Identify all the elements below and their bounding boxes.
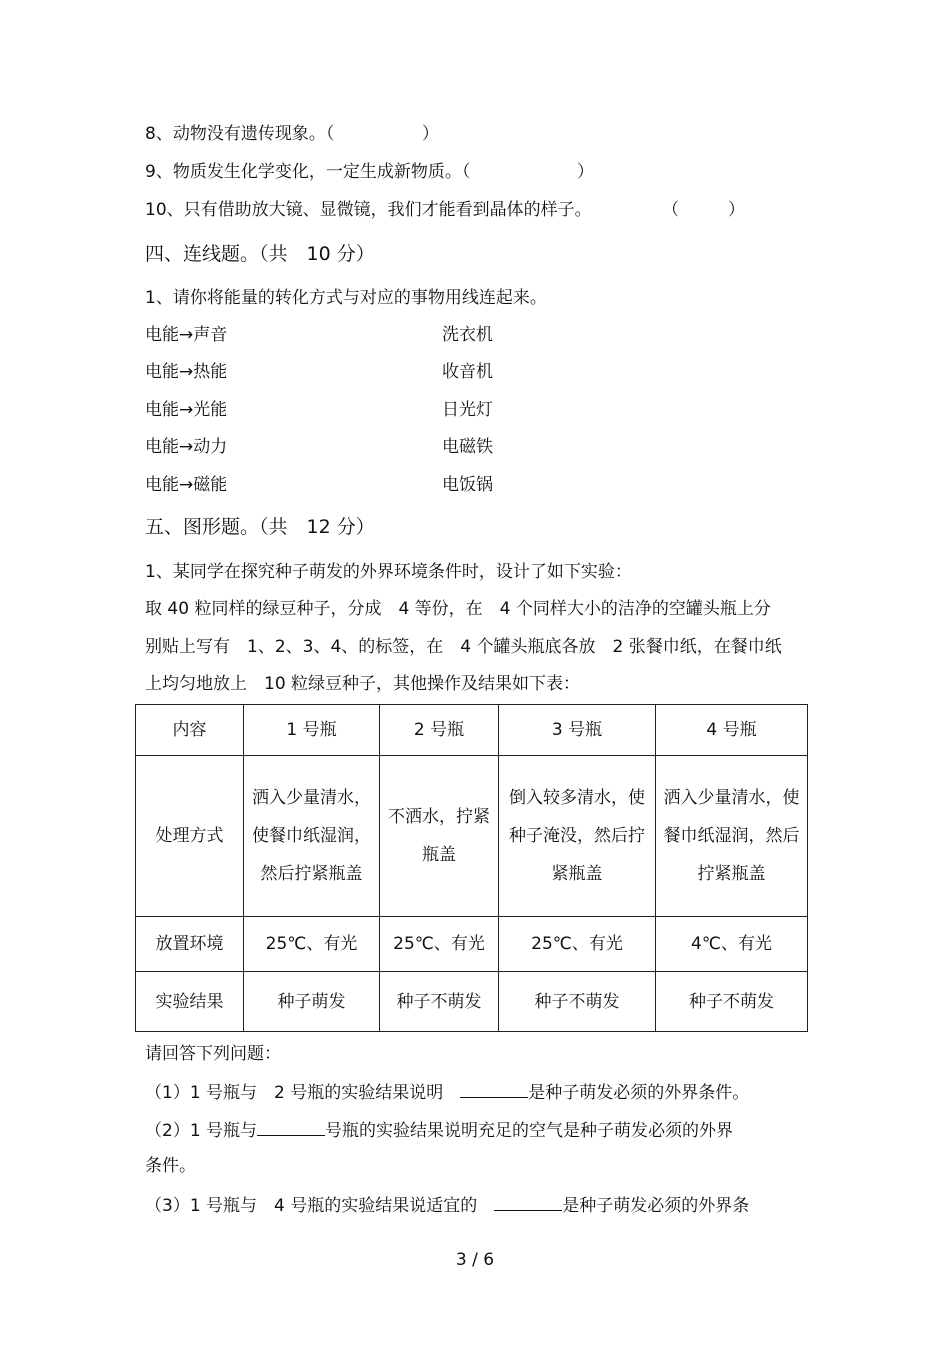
match-left-2: 电能→热能	[145, 362, 228, 382]
question-2-continued: 条件。	[145, 1156, 196, 1176]
table-header-cell: 4 号瓶	[656, 705, 808, 756]
match-right-2: 收音机	[442, 362, 493, 382]
section-4-question-1: 1、请你将能量的转化方式与对应的事物用线连起来。	[145, 288, 547, 308]
table-cell: 处理方式	[136, 756, 244, 917]
match-left-4: 电能→动力	[145, 437, 228, 457]
question-1: （1）1 号瓶与 2 号瓶的实验结果说明 是种子萌发必须的外界条件。	[145, 1083, 750, 1103]
table-cell: 放置环境	[136, 917, 244, 972]
match-left-1: 电能→声音	[145, 325, 228, 345]
section-5-line-2: 取 40 粒同样的绿豆种子，分成 4 等份，在 4 个同样大小的洁净的空罐头瓶上分	[145, 599, 771, 619]
section-5-line-3: 别贴上写有 1、2、3、4、的标签，在 4 个罐头瓶底各放 2 张餐巾纸，在餐巾纸	[145, 637, 782, 657]
table-header-cell: 2 号瓶	[380, 705, 499, 756]
table-row	[136, 917, 808, 972]
match-right-3: 日光灯	[442, 400, 493, 420]
match-left-5: 电能→磁能	[145, 475, 228, 495]
section-5-line-4: 上均匀地放上 10 粒绿豆种子，其他操作及结果如下表：	[145, 674, 581, 694]
questions-intro: 请回答下列问题：	[145, 1044, 281, 1064]
table-cell: 种子不萌发	[380, 972, 499, 1032]
question-2: （2）1 号瓶与 号瓶的实验结果说明充足的空气是种子萌发必须的外界	[145, 1121, 734, 1141]
judge-item-9-close: ）	[577, 162, 594, 182]
match-right-5: 电饭锅	[442, 475, 493, 495]
section-4-title: 四、连线题。（共 10 分）	[145, 243, 375, 265]
page-number: 3 / 6	[455, 1250, 495, 1270]
judge-item-9: 9、物质发生化学变化，一定生成新物质。（	[145, 162, 471, 182]
answer-blank-3[interactable]	[494, 1194, 562, 1211]
section-5-title: 五、图形题。（共 12 分）	[145, 516, 375, 538]
answer-blank-2[interactable]	[257, 1119, 325, 1136]
judge-item-10: 10、只有借助放大镜、显微镜，我们才能看到晶体的样子。	[145, 200, 592, 220]
table-header-row	[136, 705, 808, 756]
table-row	[136, 972, 808, 1032]
table-header-cell: 3 号瓶	[499, 705, 656, 756]
table-cell: 洒入少量清水，使餐巾纸湿润，然后拧紧瓶盖	[244, 756, 380, 917]
judge-item-8-close: ）	[422, 124, 439, 144]
judge-item-10-open: （	[662, 200, 679, 220]
section-5-line-1: 1、某同学在探究种子萌发的外界环境条件时，设计了如下实验：	[145, 562, 632, 582]
table-cell: 实验结果	[136, 972, 244, 1032]
match-right-4: 电磁铁	[442, 437, 493, 457]
table-cell: 种子萌发	[244, 972, 380, 1032]
table-cell: 25℃、有光	[244, 917, 380, 972]
judge-item-8: 8、动物没有遗传现象。（	[145, 124, 335, 144]
table-cell: 25℃、有光	[499, 917, 656, 972]
table-cell: 种子不萌发	[656, 972, 808, 1032]
table-cell: 种子不萌发	[499, 972, 656, 1032]
answer-blank-1[interactable]	[460, 1081, 528, 1098]
table-cell: 倒入较多清水，使种子淹没，然后拧紧瓶盖	[499, 756, 656, 917]
table-cell: 不洒水，拧紧瓶盖	[380, 756, 499, 917]
table-row	[136, 756, 808, 917]
table-header-cell: 内容	[136, 705, 244, 756]
table-header-cell: 1 号瓶	[244, 705, 380, 756]
table-cell: 4℃、有光	[656, 917, 808, 972]
table-cell: 25℃、有光	[380, 917, 499, 972]
experiment-table	[135, 704, 808, 1032]
judge-item-10-close: ）	[728, 200, 745, 220]
match-right-1: 洗衣机	[442, 325, 493, 345]
match-left-3: 电能→光能	[145, 400, 228, 420]
table-cell: 洒入少量清水，使餐巾纸湿润，然后拧紧瓶盖	[656, 756, 808, 917]
question-3: （3）1 号瓶与 4 号瓶的实验结果说适宜的 是种子萌发必须的外界条	[145, 1196, 750, 1216]
